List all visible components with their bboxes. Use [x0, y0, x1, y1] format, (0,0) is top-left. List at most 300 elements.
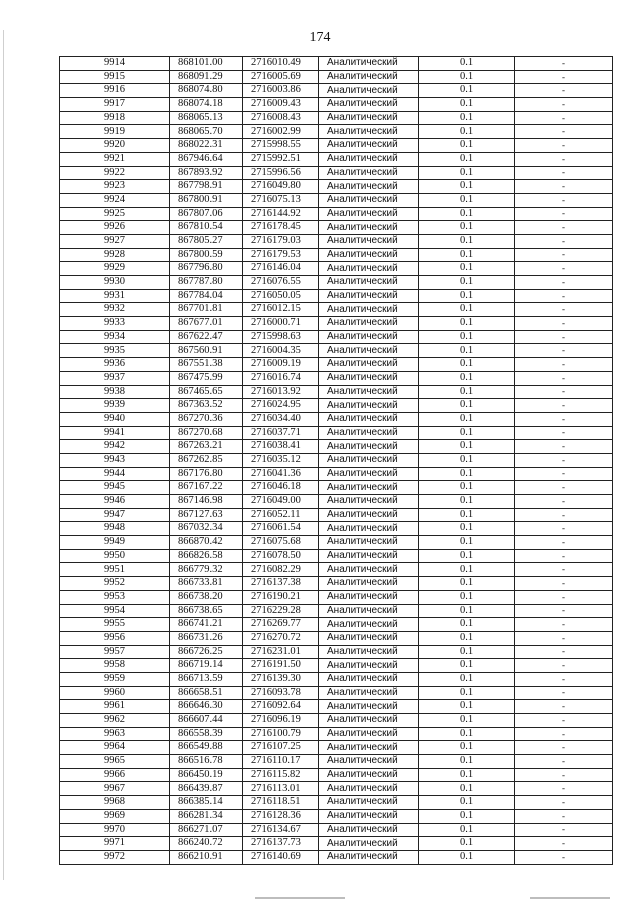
x-coordinate-cell: 866450.19 — [170, 768, 243, 782]
method-cell: Аналитический — [319, 57, 419, 71]
table-row — [60, 714, 613, 728]
accuracy-cell: 0.1 — [419, 234, 515, 248]
table-row — [60, 70, 613, 84]
point-number-cell: 9931 — [60, 289, 170, 303]
method-cell: Аналитический — [319, 714, 419, 728]
accuracy-cell: 0.1 — [419, 536, 515, 550]
accuracy-cell: 0.1 — [419, 809, 515, 823]
point-number-cell: 9964 — [60, 741, 170, 755]
method-cell: Аналитический — [319, 330, 419, 344]
table-row — [60, 207, 613, 221]
accuracy-cell: 0.1 — [419, 221, 515, 235]
note-cell: - — [515, 248, 613, 262]
point-number-cell: 9949 — [60, 536, 170, 550]
note-cell: - — [515, 495, 613, 509]
point-number-cell: 9956 — [60, 631, 170, 645]
table-row — [60, 631, 613, 645]
accuracy-cell: 0.1 — [419, 180, 515, 194]
y-coordinate-cell: 2716012.15 — [243, 303, 319, 317]
x-coordinate-cell: 867551.38 — [170, 358, 243, 372]
table-row — [60, 248, 613, 262]
note-cell: - — [515, 84, 613, 98]
x-coordinate-cell: 866607.44 — [170, 714, 243, 728]
point-number-cell: 9972 — [60, 850, 170, 864]
note-cell: - — [515, 221, 613, 235]
y-coordinate-cell: 2716137.38 — [243, 577, 319, 591]
x-coordinate-cell: 866549.88 — [170, 741, 243, 755]
x-coordinate-cell: 866870.42 — [170, 536, 243, 550]
point-number-cell: 9932 — [60, 303, 170, 317]
method-cell: Аналитический — [319, 536, 419, 550]
point-number-cell: 9919 — [60, 125, 170, 139]
x-coordinate-cell: 867032.34 — [170, 522, 243, 536]
y-coordinate-cell: 2716005.69 — [243, 70, 319, 84]
method-cell: Аналитический — [319, 577, 419, 591]
x-coordinate-cell: 867800.59 — [170, 248, 243, 262]
note-cell: - — [515, 590, 613, 604]
table-body — [60, 57, 613, 865]
table-row — [60, 385, 613, 399]
y-coordinate-cell: 2716137.73 — [243, 837, 319, 851]
method-cell: Аналитический — [319, 796, 419, 810]
accuracy-cell: 0.1 — [419, 84, 515, 98]
accuracy-cell: 0.1 — [419, 823, 515, 837]
accuracy-cell: 0.1 — [419, 412, 515, 426]
note-cell: - — [515, 618, 613, 632]
accuracy-cell: 0.1 — [419, 768, 515, 782]
method-cell: Аналитический — [319, 426, 419, 440]
method-cell: Аналитический — [319, 125, 419, 139]
point-number-cell: 9963 — [60, 727, 170, 741]
method-cell: Аналитический — [319, 508, 419, 522]
point-number-cell: 9925 — [60, 207, 170, 221]
note-cell: - — [515, 358, 613, 372]
x-coordinate-cell: 867622.47 — [170, 330, 243, 344]
point-number-cell: 9970 — [60, 823, 170, 837]
note-cell: - — [515, 98, 613, 112]
accuracy-cell: 0.1 — [419, 782, 515, 796]
table-row — [60, 330, 613, 344]
method-cell: Аналитический — [319, 385, 419, 399]
method-cell: Аналитический — [319, 755, 419, 769]
y-coordinate-cell: 2716038.41 — [243, 440, 319, 454]
note-cell: - — [515, 467, 613, 481]
point-number-cell: 9971 — [60, 837, 170, 851]
method-cell: Аналитический — [319, 207, 419, 221]
point-number-cell: 9934 — [60, 330, 170, 344]
table-row — [60, 549, 613, 563]
x-coordinate-cell: 867475.99 — [170, 371, 243, 385]
x-coordinate-cell: 868022.31 — [170, 139, 243, 153]
table-row — [60, 768, 613, 782]
method-cell: Аналитический — [319, 234, 419, 248]
table-row — [60, 659, 613, 673]
accuracy-cell: 0.1 — [419, 193, 515, 207]
table-row — [60, 193, 613, 207]
x-coordinate-cell: 868065.70 — [170, 125, 243, 139]
method-cell: Аналитический — [319, 631, 419, 645]
method-cell: Аналитический — [319, 221, 419, 235]
method-cell: Аналитический — [319, 522, 419, 536]
x-coordinate-cell: 867127.63 — [170, 508, 243, 522]
accuracy-cell: 0.1 — [419, 303, 515, 317]
y-coordinate-cell: 2716034.40 — [243, 412, 319, 426]
x-coordinate-cell: 867787.80 — [170, 276, 243, 290]
note-cell: - — [515, 57, 613, 71]
note-cell: - — [515, 303, 613, 317]
method-cell: Аналитический — [319, 741, 419, 755]
table-row — [60, 276, 613, 290]
method-cell: Аналитический — [319, 700, 419, 714]
scan-edge-line — [3, 30, 4, 880]
table-row — [60, 782, 613, 796]
table-row — [60, 522, 613, 536]
method-cell: Аналитический — [319, 412, 419, 426]
y-coordinate-cell: 2716190.21 — [243, 590, 319, 604]
table-row — [60, 495, 613, 509]
note-cell: - — [515, 317, 613, 331]
y-coordinate-cell: 2716008.43 — [243, 111, 319, 125]
table-row — [60, 139, 613, 153]
x-coordinate-cell: 866719.14 — [170, 659, 243, 673]
x-coordinate-cell: 868065.13 — [170, 111, 243, 125]
note-cell: - — [515, 700, 613, 714]
point-number-cell: 9927 — [60, 234, 170, 248]
accuracy-cell: 0.1 — [419, 207, 515, 221]
accuracy-cell: 0.1 — [419, 125, 515, 139]
accuracy-cell: 0.1 — [419, 98, 515, 112]
accuracy-cell: 0.1 — [419, 453, 515, 467]
method-cell: Аналитический — [319, 645, 419, 659]
point-number-cell: 9930 — [60, 276, 170, 290]
point-number-cell: 9933 — [60, 317, 170, 331]
x-coordinate-cell: 867796.80 — [170, 262, 243, 276]
accuracy-cell: 0.1 — [419, 248, 515, 262]
table-row — [60, 180, 613, 194]
x-coordinate-cell: 867946.64 — [170, 152, 243, 166]
accuracy-cell: 0.1 — [419, 139, 515, 153]
method-cell: Аналитический — [319, 139, 419, 153]
accuracy-cell: 0.1 — [419, 262, 515, 276]
y-coordinate-cell: 2716107.25 — [243, 741, 319, 755]
y-coordinate-cell: 2716140.69 — [243, 850, 319, 864]
y-coordinate-cell: 2716093.78 — [243, 686, 319, 700]
note-cell: - — [515, 563, 613, 577]
y-coordinate-cell: 2715996.56 — [243, 166, 319, 180]
point-number-cell: 9960 — [60, 686, 170, 700]
x-coordinate-cell: 867263.21 — [170, 440, 243, 454]
y-coordinate-cell: 2716046.18 — [243, 481, 319, 495]
point-number-cell: 9943 — [60, 453, 170, 467]
point-number-cell: 9953 — [60, 590, 170, 604]
table-row — [60, 166, 613, 180]
note-cell: - — [515, 234, 613, 248]
y-coordinate-cell: 2716113.01 — [243, 782, 319, 796]
page-number: 174 — [309, 30, 331, 45]
note-cell: - — [515, 796, 613, 810]
note-cell: - — [515, 125, 613, 139]
note-cell: - — [515, 453, 613, 467]
note-cell: - — [515, 631, 613, 645]
accuracy-cell: 0.1 — [419, 166, 515, 180]
accuracy-cell: 0.1 — [419, 317, 515, 331]
note-cell: - — [515, 289, 613, 303]
y-coordinate-cell: 2716269.77 — [243, 618, 319, 632]
method-cell: Аналитический — [319, 618, 419, 632]
y-coordinate-cell: 2715998.55 — [243, 139, 319, 153]
x-coordinate-cell: 866439.87 — [170, 782, 243, 796]
point-number-cell: 9941 — [60, 426, 170, 440]
y-coordinate-cell: 2716178.45 — [243, 221, 319, 235]
table-row — [60, 440, 613, 454]
table-row — [60, 412, 613, 426]
point-number-cell: 9958 — [60, 659, 170, 673]
method-cell: Аналитический — [319, 782, 419, 796]
method-cell: Аналитический — [319, 166, 419, 180]
x-coordinate-cell: 867146.98 — [170, 495, 243, 509]
method-cell: Аналитический — [319, 549, 419, 563]
note-cell: - — [515, 481, 613, 495]
method-cell: Аналитический — [319, 604, 419, 618]
table-row — [60, 358, 613, 372]
x-coordinate-cell: 867176.80 — [170, 467, 243, 481]
accuracy-cell: 0.1 — [419, 659, 515, 673]
accuracy-cell: 0.1 — [419, 631, 515, 645]
scan-footer-smudge — [0, 893, 640, 899]
note-cell: - — [515, 604, 613, 618]
method-cell: Аналитический — [319, 399, 419, 413]
method-cell: Аналитический — [319, 70, 419, 84]
note-cell: - — [515, 549, 613, 563]
table-row — [60, 371, 613, 385]
note-cell: - — [515, 330, 613, 344]
y-coordinate-cell: 2716078.50 — [243, 549, 319, 563]
note-cell: - — [515, 536, 613, 550]
y-coordinate-cell: 2716076.55 — [243, 276, 319, 290]
note-cell: - — [515, 262, 613, 276]
accuracy-cell: 0.1 — [419, 344, 515, 358]
accuracy-cell: 0.1 — [419, 385, 515, 399]
y-coordinate-cell: 2716009.19 — [243, 358, 319, 372]
table-row — [60, 604, 613, 618]
table-row — [60, 98, 613, 112]
point-number-cell: 9914 — [60, 57, 170, 71]
point-number-cell: 9942 — [60, 440, 170, 454]
x-coordinate-cell: 866658.51 — [170, 686, 243, 700]
x-coordinate-cell: 868074.18 — [170, 98, 243, 112]
note-cell: - — [515, 741, 613, 755]
method-cell: Аналитический — [319, 358, 419, 372]
table-row — [60, 590, 613, 604]
accuracy-cell: 0.1 — [419, 714, 515, 728]
method-cell: Аналитический — [319, 590, 419, 604]
y-coordinate-cell: 2715998.63 — [243, 330, 319, 344]
point-number-cell: 9916 — [60, 84, 170, 98]
y-coordinate-cell: 2716134.67 — [243, 823, 319, 837]
method-cell: Аналитический — [319, 289, 419, 303]
method-cell: Аналитический — [319, 180, 419, 194]
accuracy-cell: 0.1 — [419, 330, 515, 344]
method-cell: Аналитический — [319, 768, 419, 782]
note-cell: - — [515, 412, 613, 426]
y-coordinate-cell: 2716110.17 — [243, 755, 319, 769]
point-number-cell: 9966 — [60, 768, 170, 782]
point-number-cell: 9961 — [60, 700, 170, 714]
accuracy-cell: 0.1 — [419, 727, 515, 741]
point-number-cell: 9952 — [60, 577, 170, 591]
point-number-cell: 9967 — [60, 782, 170, 796]
table-row — [60, 645, 613, 659]
accuracy-cell: 0.1 — [419, 549, 515, 563]
table-row — [60, 303, 613, 317]
y-coordinate-cell: 2716146.04 — [243, 262, 319, 276]
note-cell: - — [515, 139, 613, 153]
point-number-cell: 9917 — [60, 98, 170, 112]
accuracy-cell: 0.1 — [419, 399, 515, 413]
y-coordinate-cell: 2716002.99 — [243, 125, 319, 139]
note-cell: - — [515, 782, 613, 796]
point-number-cell: 9921 — [60, 152, 170, 166]
point-number-cell: 9957 — [60, 645, 170, 659]
method-cell: Аналитический — [319, 659, 419, 673]
x-coordinate-cell: 866826.58 — [170, 549, 243, 563]
table-row — [60, 508, 613, 522]
x-coordinate-cell: 867465.65 — [170, 385, 243, 399]
accuracy-cell: 0.1 — [419, 57, 515, 71]
y-coordinate-cell: 2716075.68 — [243, 536, 319, 550]
accuracy-cell: 0.1 — [419, 358, 515, 372]
note-cell: - — [515, 344, 613, 358]
y-coordinate-cell: 2716075.13 — [243, 193, 319, 207]
note-cell: - — [515, 276, 613, 290]
accuracy-cell: 0.1 — [419, 755, 515, 769]
point-number-cell: 9951 — [60, 563, 170, 577]
table-row — [60, 672, 613, 686]
accuracy-cell: 0.1 — [419, 70, 515, 84]
point-number-cell: 9935 — [60, 344, 170, 358]
y-coordinate-cell: 2716191.50 — [243, 659, 319, 673]
y-coordinate-cell: 2716115.82 — [243, 768, 319, 782]
note-cell: - — [515, 686, 613, 700]
accuracy-cell: 0.1 — [419, 604, 515, 618]
point-number-cell: 9922 — [60, 166, 170, 180]
table-row — [60, 399, 613, 413]
point-number-cell: 9944 — [60, 467, 170, 481]
method-cell: Аналитический — [319, 111, 419, 125]
note-cell: - — [515, 111, 613, 125]
accuracy-cell: 0.1 — [419, 426, 515, 440]
note-cell: - — [515, 659, 613, 673]
point-number-cell: 9924 — [60, 193, 170, 207]
accuracy-cell: 0.1 — [419, 645, 515, 659]
note-cell: - — [515, 70, 613, 84]
x-coordinate-cell: 866271.07 — [170, 823, 243, 837]
x-coordinate-cell: 866741.21 — [170, 618, 243, 632]
table-row — [60, 618, 613, 632]
x-coordinate-cell: 867677.01 — [170, 317, 243, 331]
accuracy-cell: 0.1 — [419, 522, 515, 536]
y-coordinate-cell: 2716270.72 — [243, 631, 319, 645]
x-coordinate-cell: 867798.91 — [170, 180, 243, 194]
y-coordinate-cell: 2716144.92 — [243, 207, 319, 221]
note-cell: - — [515, 837, 613, 851]
y-coordinate-cell: 2716231.01 — [243, 645, 319, 659]
table-row — [60, 727, 613, 741]
x-coordinate-cell: 866281.34 — [170, 809, 243, 823]
y-coordinate-cell: 2716096.19 — [243, 714, 319, 728]
method-cell: Аналитический — [319, 440, 419, 454]
x-coordinate-cell: 866713.59 — [170, 672, 243, 686]
x-coordinate-cell: 867784.04 — [170, 289, 243, 303]
table-row — [60, 686, 613, 700]
point-number-cell: 9959 — [60, 672, 170, 686]
point-number-cell: 9968 — [60, 796, 170, 810]
y-coordinate-cell: 2716179.03 — [243, 234, 319, 248]
accuracy-cell: 0.1 — [419, 152, 515, 166]
x-coordinate-cell: 866726.25 — [170, 645, 243, 659]
method-cell: Аналитический — [319, 727, 419, 741]
x-coordinate-cell: 868101.00 — [170, 57, 243, 71]
point-number-cell: 9962 — [60, 714, 170, 728]
x-coordinate-cell: 866779.32 — [170, 563, 243, 577]
x-coordinate-cell: 867810.54 — [170, 221, 243, 235]
table-row — [60, 755, 613, 769]
point-number-cell: 9948 — [60, 522, 170, 536]
method-cell: Аналитический — [319, 686, 419, 700]
x-coordinate-cell: 867807.06 — [170, 207, 243, 221]
y-coordinate-cell: 2716035.12 — [243, 453, 319, 467]
accuracy-cell: 0.1 — [419, 796, 515, 810]
point-number-cell: 9965 — [60, 755, 170, 769]
table-row — [60, 536, 613, 550]
method-cell: Аналитический — [319, 823, 419, 837]
point-number-cell: 9936 — [60, 358, 170, 372]
accuracy-cell: 0.1 — [419, 276, 515, 290]
x-coordinate-cell: 867805.27 — [170, 234, 243, 248]
method-cell: Аналитический — [319, 84, 419, 98]
table-row — [60, 577, 613, 591]
y-coordinate-cell: 2716128.36 — [243, 809, 319, 823]
point-number-cell: 9929 — [60, 262, 170, 276]
x-coordinate-cell: 866558.39 — [170, 727, 243, 741]
method-cell: Аналитический — [319, 152, 419, 166]
note-cell: - — [515, 714, 613, 728]
table-row — [60, 796, 613, 810]
table-row — [60, 317, 613, 331]
x-coordinate-cell: 868074.80 — [170, 84, 243, 98]
x-coordinate-cell: 866733.81 — [170, 577, 243, 591]
table-row — [60, 125, 613, 139]
x-coordinate-cell: 867363.52 — [170, 399, 243, 413]
note-cell: - — [515, 645, 613, 659]
x-coordinate-cell: 866385.14 — [170, 796, 243, 810]
y-coordinate-cell: 2716052.11 — [243, 508, 319, 522]
x-coordinate-cell: 866731.26 — [170, 631, 243, 645]
y-coordinate-cell: 2716179.53 — [243, 248, 319, 262]
point-number-cell: 9920 — [60, 139, 170, 153]
y-coordinate-cell: 2716082.29 — [243, 563, 319, 577]
y-coordinate-cell: 2716003.86 — [243, 84, 319, 98]
table-row — [60, 426, 613, 440]
table-row — [60, 289, 613, 303]
method-cell: Аналитический — [319, 303, 419, 317]
y-coordinate-cell: 2716139.30 — [243, 672, 319, 686]
table-row — [60, 84, 613, 98]
accuracy-cell: 0.1 — [419, 700, 515, 714]
method-cell: Аналитический — [319, 563, 419, 577]
note-cell: - — [515, 180, 613, 194]
note-cell: - — [515, 426, 613, 440]
